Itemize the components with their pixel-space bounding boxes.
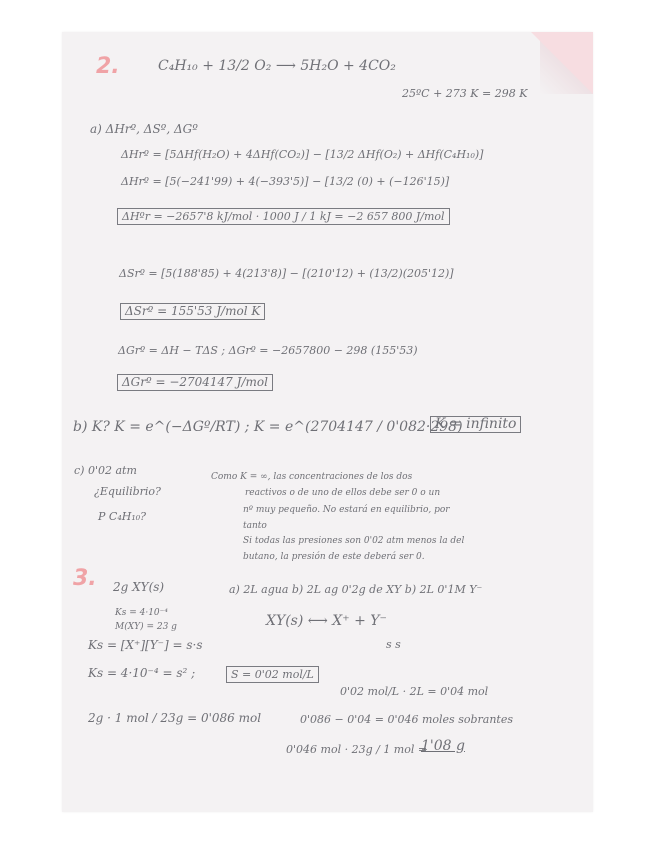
- ks-solve: Ks = 4·10⁻⁴ = s² ;: [88, 666, 196, 680]
- final-result: 1'08 g: [421, 738, 465, 754]
- part-c-note-1: Como K = ∞, las concentraciones de los dos: [211, 472, 413, 482]
- problem-number-3: 3.: [73, 566, 97, 591]
- part-b-expression: b) K? K = e^(−ΔGº/RT) ; K = e^(2704147 / 0'082·298): [73, 419, 463, 435]
- problem-number-2: 2.: [96, 54, 120, 79]
- dh-values: ΔHrº = [5(−241'99) + 4(−393'5)] − [13/2 (0) + (−126'15)]: [121, 175, 450, 188]
- reaction-equation: C₄H₁₀ + 13/2 O₂ ⟶ 5H₂O + 4CO₂: [158, 58, 396, 74]
- dg-formula: ΔGrº = ΔH − TΔS ; ΔGrº = −2657800 − 298 (155'53): [118, 344, 418, 357]
- ds-result: ΔSrº = 155'53 J/mol K: [120, 303, 265, 320]
- part-c-note-6: butano, la presión de este deberá ser 0.: [243, 552, 425, 562]
- dissolution-s: s s: [386, 638, 401, 651]
- moles-calculation: 2g · 1 mol / 23g = 0'086 mol: [88, 711, 262, 725]
- excess-moles: 0'086 − 0'04 = 0'046 moles sobrantes: [300, 713, 513, 726]
- part-c-line-1: c) 0'02 atm: [74, 464, 137, 477]
- mol-conversion: 0'02 mol/L · 2L = 0'04 mol: [340, 685, 489, 698]
- dh-formula: ΔHrº = [5ΔHf(H₂O) + 4ΔHf(CO₂)] − [13/2 ΔHf(O₂) + ΔHf(C₄H₁₀)]: [121, 148, 484, 161]
- page-corner-fold: [531, 32, 593, 94]
- part-c-note-3: nº muy pequeño. No estará en equilibrio, por: [243, 505, 450, 515]
- part-c-note-4: tanto: [243, 521, 267, 531]
- s-result: S = 0'02 mol/L: [226, 666, 319, 683]
- final-calculation: 0'046 mol · 23g / 1 mol =: [286, 743, 428, 756]
- problem-parts: a) 2L agua b) 2L ag 0'2g de XY b) 2L 0'1M Y⁻: [229, 583, 483, 596]
- given-substance: 2g XY(s): [113, 580, 165, 594]
- dg-result: ΔGrº = −2704147 J/mol: [117, 374, 273, 391]
- part-b-result: K = infinito: [430, 416, 521, 433]
- part-a-label: a) ΔHrº, ΔSº, ΔGº: [90, 122, 198, 136]
- molar-mass: M(XY) = 23 g: [115, 622, 177, 632]
- ks-given: Ks = 4·10⁻⁴: [115, 608, 169, 618]
- dh-result: ΔHºr = −2657'8 kJ/mol · 1000 J / 1 kJ = −2 657 800 J/mol: [117, 208, 450, 225]
- part-c-note-5: Si todas las presiones son 0'02 atm menos la del: [243, 536, 465, 546]
- part-c-line-2: ¿Equilibrio?: [94, 485, 161, 498]
- part-c-line-3: P C₄H₁₀?: [98, 510, 147, 523]
- part-c-note-2: reactivos o de uno de ellos debe ser 0 o un: [245, 488, 441, 498]
- ds-values: ΔSrº = [5(188'85) + 4(213'8)] − [(210'12) + (13/2)(205'12)]: [119, 267, 454, 280]
- ks-expression: Ks = [X⁺][Y⁻] = s·s: [88, 638, 203, 652]
- temperature-conversion: 25ºC + 273 K = 298 K: [402, 87, 528, 100]
- dissolution-equation: XY(s) ⟷ X⁺ + Y⁻: [266, 613, 387, 629]
